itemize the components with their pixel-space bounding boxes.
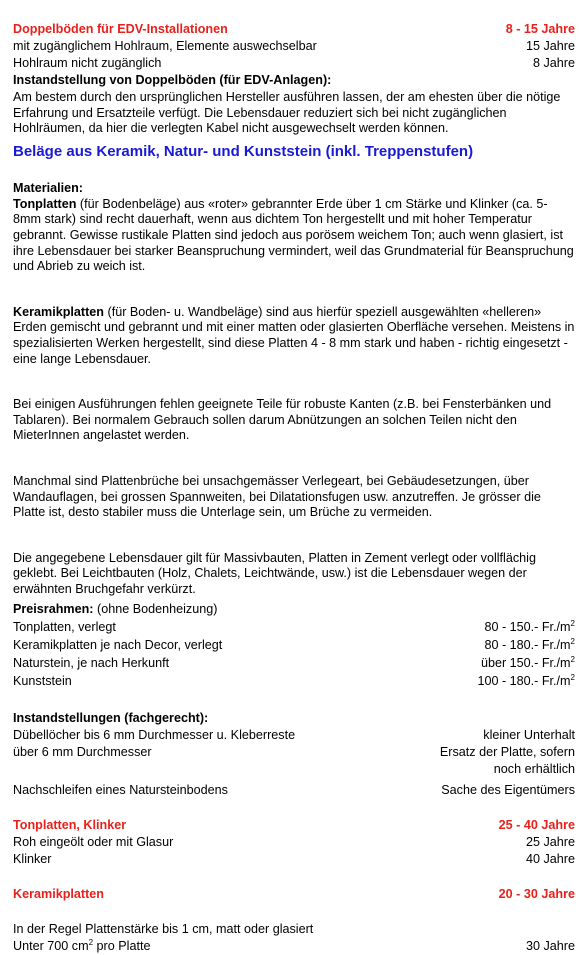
doppelboeden-title: Doppelböden für EDV-Installationen bbox=[13, 22, 228, 36]
preisrahmen-heading bbox=[13, 601, 575, 618]
row-label: mit zugänglichem Hohlraum, Elemente auswechselbar bbox=[13, 39, 317, 53]
doppelboeden-instand-heading: Instandstellung von Doppelböden (für EDV-Anlagen): bbox=[13, 73, 332, 87]
preisrahmen-note: (ohne Bodenheizung) bbox=[93, 602, 218, 617]
instandstellungen-heading: Instandstellungen (fachgerecht): bbox=[13, 711, 209, 726]
row-label: Roh eingeölt oder mit Glasur bbox=[13, 835, 174, 850]
instand-label: über 6 mm Durchmesser bbox=[13, 745, 152, 760]
table-row bbox=[13, 672, 575, 690]
kanten-paragraph: Bei einigen Ausführungen fehlen geeignete Teile für robuste Kanten (z.B. bei Fensterbänken und Tablaren). Bei normalem Gebrauch sollen darum Abnützungen an solchen Teilen nicht den MieterInnen angelastet werden. bbox=[13, 397, 552, 443]
table-row bbox=[13, 727, 575, 744]
price-label: Naturstein, je nach Herkunft bbox=[13, 656, 170, 671]
keramikplatten-note: In der Regel Plattenstärke bis 1 cm, matt oder glasiert bbox=[13, 922, 314, 937]
list-item bbox=[13, 38, 575, 55]
price-value: über 150.- $Fr./m^2$ bbox=[480, 655, 575, 671]
instand-label: Dübellöcher bis 6 mm Durchmesser u. Kleberreste bbox=[13, 728, 296, 743]
doppelboeden-years: 8 - 15 Jahre bbox=[505, 22, 575, 36]
preisrahmen-title: Preisrahmen: bbox=[13, 602, 94, 617]
tonplatten-paragraph bbox=[13, 197, 575, 275]
row-value: 40 Jahre bbox=[525, 852, 575, 867]
instand-value: kleiner Unterhalt bbox=[483, 728, 575, 743]
table-row bbox=[13, 618, 575, 636]
tonplatten-term: Tonplatten bbox=[13, 196, 77, 211]
table-row bbox=[13, 636, 575, 654]
row-label: Unter 700 $cm^2$ pro Platte bbox=[13, 938, 151, 954]
list-item bbox=[13, 834, 575, 851]
lebensdauer-paragraph: Die angegebene Lebensdauer gilt für Massivbauten, Platten in Zement verlegt oder vollflächig geklebt. Bei Leichtbauten (Holz, Chalets, Leichtwände, usw.) ist die Lebensdauer wegen der erwähnten Bruchgefahr verkürzt. bbox=[13, 550, 536, 596]
row-label: Klinker bbox=[13, 852, 52, 867]
tonplatten-klinker-heading-row bbox=[13, 817, 575, 834]
price-value: 80 - 150.- $Fr./m^2$ bbox=[484, 619, 575, 635]
table-row bbox=[13, 654, 575, 672]
materialien-heading: Materialien: bbox=[13, 180, 83, 195]
keramik-text: (für Boden- u. Wandbeläge) sind aus hierfür speziell ausgewählten «helleren» Erden gemischt und gebrannt und mit einer matten oder glasierten Oberfläche versehen. Meistens in spezialisierten Werken hergestellt, sind diese Platten 4 - 8 mm stark und haben - richtig eingesetzt - eine lange Lebensdauer. bbox=[13, 304, 575, 366]
tonplatten-klinker-title: Tonplatten, Klinker bbox=[13, 818, 127, 833]
keramikplatten-title: Keramikplatten bbox=[13, 887, 104, 902]
row-value: 8 Jahre bbox=[532, 56, 575, 70]
price-label: Tonplatten, verlegt bbox=[13, 620, 116, 635]
section-heading: Beläge aus Keramik, Natur- und Kunststein (inkl. Treppenstufen) bbox=[13, 142, 474, 160]
keramik-term: Keramikplatten bbox=[13, 304, 104, 319]
row-label: Hohlraum nicht zugänglich bbox=[13, 56, 162, 70]
tonplatten-klinker-years: 25 - 40 Jahre bbox=[498, 818, 575, 833]
price-label: Keramikplatten je nach Decor, verlegt bbox=[13, 638, 223, 653]
row-value: 25 Jahre bbox=[525, 835, 575, 850]
price-label: Kunststein bbox=[13, 674, 72, 689]
list-item bbox=[13, 938, 575, 955]
doppelboeden-instand-text: Am bestem durch den ursprünglichen Hersteller ausführen lassen, der am ehesten über die nötige Erfahrung und Ersatzteile verfügt. Die Lebensdauer reduziert sich bei nicht zugänglichen Hohlräumen, da hier die verlegten Kabel nicht ausgewechselt werden können. bbox=[13, 90, 561, 136]
document-page bbox=[13, 0, 575, 955]
keramik-paragraph bbox=[13, 305, 575, 367]
row-value: 15 Jahre bbox=[525, 39, 575, 53]
instand-value: Ersatz der Platte, sofern noch erhältlich bbox=[439, 745, 575, 777]
keramikplatten-years: 20 - 30 Jahre bbox=[498, 887, 575, 902]
keramikplatten-heading-row bbox=[13, 886, 575, 903]
instand-label: Nachschleifen eines Natursteinbodens bbox=[13, 783, 228, 798]
tonplatten-text: (für Bodenbeläge) aus «roter» gebrannter Erde über 1 cm Stärke und Klinker (ca. 5-8mm stark) sind recht dauerhaft, wenn aus dichtem Ton hergestellt und mit hoher Temperatur gebrannt. Gewisse rustikale Platten sind jedoch aus porösem weichem Ton; auch wenn glasiert, ist ihre Lebensdauer bei starker Beanspruchung vermindert, weil das Grundmaterial für Beanspruchung und Abrieb zu weich ist. bbox=[13, 196, 574, 274]
table-row bbox=[13, 782, 575, 799]
price-value: 80 - 180.- $Fr./m^2$ bbox=[484, 637, 575, 653]
row-value: 30 Jahre bbox=[525, 939, 575, 954]
list-item bbox=[13, 851, 575, 868]
price-value: 100 - 180.- $Fr./m^2$ bbox=[477, 673, 575, 689]
instand-value: Sache des Eigentümers bbox=[441, 783, 575, 798]
plattenbrueche-paragraph: Manchmal sind Plattenbrüche bei unsachgemässer Verlegeart, bei Gebäudesetzungen, über Wandauflagen, bei grossen Spannweiten, bei Dilatationsfugen usw. anzutreffen. Je grösser die Platte ist, desto stabiler muss die Unterlage sein, um Brüche zu vermeiden. bbox=[13, 473, 541, 520]
doppelboeden-heading-row bbox=[13, 21, 575, 38]
table-row bbox=[13, 744, 575, 778]
list-item bbox=[13, 55, 575, 72]
